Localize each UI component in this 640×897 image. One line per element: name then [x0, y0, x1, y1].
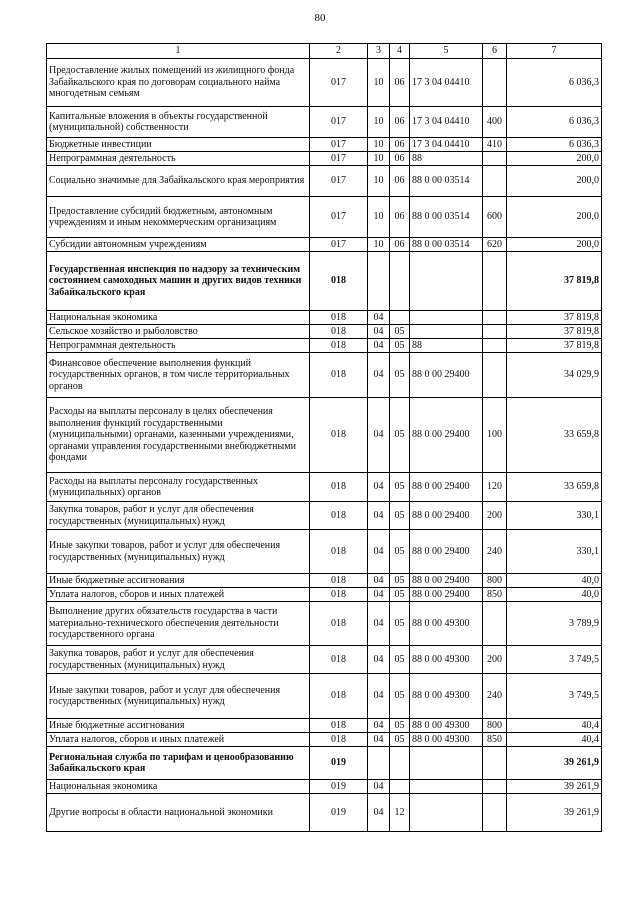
row-target-article-cell: 88 0 00 49300	[410, 674, 483, 719]
row-code-cell: 018	[310, 574, 368, 588]
row-section-cell: 04	[368, 353, 390, 398]
row-amount-cell: 3 789,9	[507, 602, 602, 646]
table-row	[47, 138, 602, 152]
row-subsection-cell: 06	[390, 238, 410, 252]
row-code-cell: 017	[310, 197, 368, 238]
row-section-cell: 10	[368, 166, 390, 197]
row-expense-type-cell: 200	[483, 646, 507, 674]
row-subsection-cell: 05	[390, 398, 410, 473]
row-target-article-cell: 88 0 00 29400	[410, 574, 483, 588]
row-expense-type-cell	[483, 353, 507, 398]
row-name-cell: Другие вопросы в области национальной экономики	[47, 794, 310, 832]
table-row	[47, 588, 602, 602]
row-subsection-cell: 05	[390, 339, 410, 353]
table-row	[47, 107, 602, 138]
row-expense-type-cell	[483, 166, 507, 197]
row-amount-cell: 37 819,8	[507, 252, 602, 311]
row-name-cell: Закупка товаров, работ и услуг для обеспечения государственных (муниципальных) нужд	[47, 502, 310, 530]
row-name-cell: Уплата налогов, сборов и иных платежей	[47, 588, 310, 602]
table-row	[47, 59, 602, 107]
row-name-cell: Предоставление жилых помещений из жилищного фонда Забайкальского края по договорам социального найма многодетным семьям	[47, 59, 310, 107]
row-code-cell: 019	[310, 780, 368, 794]
row-amount-cell: 3 749,5	[507, 674, 602, 719]
row-expense-type-cell: 620	[483, 238, 507, 252]
row-subsection-cell: 05	[390, 530, 410, 574]
row-target-article-cell: 17 3 04 04410	[410, 138, 483, 152]
row-name-cell: Непрограммная деятельность	[47, 339, 310, 353]
row-subsection-cell: 05	[390, 602, 410, 646]
row-amount-cell: 6 036,3	[507, 138, 602, 152]
table-row	[47, 311, 602, 325]
row-target-article-cell: 88 0 00 03514	[410, 197, 483, 238]
table-body	[47, 59, 602, 832]
column-header: 2	[310, 44, 368, 59]
budget-table	[46, 43, 602, 832]
column-header: 6	[483, 44, 507, 59]
row-target-article-cell: 88 0 00 29400	[410, 588, 483, 602]
row-name-cell: Выполнение других обязательств государства в части материально-технического обеспечения деятельности государственного органа	[47, 602, 310, 646]
row-code-cell: 018	[310, 530, 368, 574]
row-code-cell: 017	[310, 152, 368, 166]
row-section-cell: 10	[368, 138, 390, 152]
table-row	[47, 780, 602, 794]
table-row	[47, 502, 602, 530]
row-section-cell: 04	[368, 325, 390, 339]
row-name-cell: Закупка товаров, работ и услуг для обеспечения государственных (муниципальных) нужд	[47, 646, 310, 674]
row-name-cell: Государственная инспекция по надзору за техническим состоянием самоходных машин и других видов техники Забайкальского края	[47, 252, 310, 311]
row-section-cell	[368, 252, 390, 311]
row-code-cell: 018	[310, 646, 368, 674]
row-amount-cell: 330,1	[507, 502, 602, 530]
row-code-cell: 019	[310, 747, 368, 780]
column-header: 7	[507, 44, 602, 59]
row-section-cell: 04	[368, 602, 390, 646]
row-amount-cell: 37 819,8	[507, 325, 602, 339]
table-row	[47, 339, 602, 353]
row-code-cell: 018	[310, 325, 368, 339]
row-code-cell: 017	[310, 138, 368, 152]
row-section-cell: 04	[368, 311, 390, 325]
row-subsection-cell	[390, 311, 410, 325]
row-target-article-cell: 88 0 00 49300	[410, 646, 483, 674]
row-code-cell: 018	[310, 602, 368, 646]
row-expense-type-cell: 850	[483, 733, 507, 747]
row-section-cell: 04	[368, 574, 390, 588]
row-code-cell: 018	[310, 353, 368, 398]
row-target-article-cell: 88 0 00 29400	[410, 353, 483, 398]
row-amount-cell: 200,0	[507, 238, 602, 252]
row-code-cell: 018	[310, 502, 368, 530]
row-name-cell: Иные закупки товаров, работ и услуг для обеспечения государственных (муниципальных) нужд	[47, 530, 310, 574]
row-code-cell: 018	[310, 588, 368, 602]
row-code-cell: 018	[310, 674, 368, 719]
row-name-cell: Бюджетные инвестиции	[47, 138, 310, 152]
row-target-article-cell	[410, 252, 483, 311]
table-row	[47, 794, 602, 832]
row-target-article-cell: 88 0 00 03514	[410, 238, 483, 252]
row-subsection-cell: 05	[390, 674, 410, 719]
row-target-article-cell: 88 0 00 03514	[410, 166, 483, 197]
row-amount-cell: 6 036,3	[507, 59, 602, 107]
row-section-cell: 04	[368, 780, 390, 794]
row-amount-cell: 39 261,9	[507, 794, 602, 832]
row-subsection-cell: 05	[390, 574, 410, 588]
table-row	[47, 646, 602, 674]
row-name-cell: Региональная служба по тарифам и ценообразованию Забайкальского края	[47, 747, 310, 780]
row-amount-cell: 39 261,9	[507, 780, 602, 794]
table-row	[47, 353, 602, 398]
row-section-cell: 04	[368, 398, 390, 473]
row-subsection-cell: 06	[390, 107, 410, 138]
row-expense-type-cell: 600	[483, 197, 507, 238]
row-subsection-cell: 06	[390, 197, 410, 238]
row-code-cell: 018	[310, 719, 368, 733]
row-expense-type-cell: 850	[483, 588, 507, 602]
row-subsection-cell	[390, 780, 410, 794]
row-code-cell: 017	[310, 59, 368, 107]
row-expense-type-cell	[483, 602, 507, 646]
row-expense-type-cell	[483, 339, 507, 353]
column-header: 1	[47, 44, 310, 59]
row-target-article-cell	[410, 325, 483, 339]
row-section-cell: 10	[368, 107, 390, 138]
row-section-cell: 04	[368, 719, 390, 733]
row-expense-type-cell	[483, 152, 507, 166]
table-row	[47, 152, 602, 166]
row-name-cell: Непрограммная деятельность	[47, 152, 310, 166]
row-amount-cell: 200,0	[507, 166, 602, 197]
row-name-cell: Иные бюджетные ассигнования	[47, 719, 310, 733]
table-row	[47, 574, 602, 588]
row-subsection-cell: 05	[390, 473, 410, 502]
row-section-cell: 10	[368, 59, 390, 107]
row-target-article-cell: 88 0 00 29400	[410, 473, 483, 502]
row-target-article-cell: 88 0 00 49300	[410, 733, 483, 747]
row-code-cell: 017	[310, 107, 368, 138]
row-section-cell: 04	[368, 733, 390, 747]
row-section-cell: 10	[368, 152, 390, 166]
row-amount-cell: 3 749,5	[507, 646, 602, 674]
row-subsection-cell: 05	[390, 733, 410, 747]
table-row	[47, 238, 602, 252]
row-expense-type-cell: 410	[483, 138, 507, 152]
row-amount-cell: 200,0	[507, 152, 602, 166]
row-target-article-cell	[410, 311, 483, 325]
row-amount-cell: 330,1	[507, 530, 602, 574]
row-code-cell: 017	[310, 166, 368, 197]
table-row	[47, 602, 602, 646]
row-subsection-cell: 06	[390, 166, 410, 197]
row-section-cell: 10	[368, 197, 390, 238]
row-code-cell: 018	[310, 398, 368, 473]
row-amount-cell: 40,4	[507, 719, 602, 733]
row-name-cell: Финансовое обеспечение выполнения функций государственных органов, в том числе территориальных органов	[47, 353, 310, 398]
table-row	[47, 747, 602, 780]
row-target-article-cell: 88 0 00 49300	[410, 602, 483, 646]
row-expense-type-cell	[483, 794, 507, 832]
row-amount-cell: 200,0	[507, 197, 602, 238]
table-row	[47, 325, 602, 339]
row-name-cell: Расходы на выплаты персоналу в целях обеспечения выполнения функций государственными (муниципальными) органами, казенными учреждениями, органами управления государственными внебюджетными фондами	[47, 398, 310, 473]
row-name-cell: Иные бюджетные ассигнования	[47, 574, 310, 588]
row-section-cell: 04	[368, 339, 390, 353]
row-expense-type-cell: 800	[483, 719, 507, 733]
row-expense-type-cell	[483, 325, 507, 339]
row-amount-cell: 37 819,8	[507, 339, 602, 353]
table-row	[47, 197, 602, 238]
row-section-cell: 04	[368, 502, 390, 530]
row-target-article-cell	[410, 794, 483, 832]
column-header: 3	[368, 44, 390, 59]
row-target-article-cell: 17 3 04 04410	[410, 107, 483, 138]
row-subsection-cell: 06	[390, 152, 410, 166]
row-section-cell	[368, 747, 390, 780]
row-subsection-cell	[390, 747, 410, 780]
row-amount-cell: 40,4	[507, 733, 602, 747]
row-name-cell: Уплата налогов, сборов и иных платежей	[47, 733, 310, 747]
row-subsection-cell: 05	[390, 325, 410, 339]
table-row	[47, 252, 602, 311]
row-subsection-cell: 05	[390, 588, 410, 602]
row-subsection-cell: 06	[390, 138, 410, 152]
row-name-cell: Иные закупки товаров, работ и услуг для обеспечения государственных (муниципальных) нужд	[47, 674, 310, 719]
row-expense-type-cell: 400	[483, 107, 507, 138]
table-row	[47, 473, 602, 502]
row-section-cell: 10	[368, 238, 390, 252]
row-code-cell: 018	[310, 733, 368, 747]
row-amount-cell: 34 029,9	[507, 353, 602, 398]
row-section-cell: 04	[368, 646, 390, 674]
row-name-cell: Расходы на выплаты персоналу государственных (муниципальных) органов	[47, 473, 310, 502]
row-target-article-cell: 88	[410, 339, 483, 353]
row-section-cell: 04	[368, 794, 390, 832]
row-target-article-cell: 88 0 00 29400	[410, 502, 483, 530]
row-expense-type-cell: 240	[483, 530, 507, 574]
row-target-article-cell	[410, 780, 483, 794]
row-expense-type-cell: 120	[483, 473, 507, 502]
table-row	[47, 674, 602, 719]
column-header: 4	[390, 44, 410, 59]
table-row	[47, 398, 602, 473]
row-name-cell: Капитальные вложения в объекты государственной (муниципальной) собственности	[47, 107, 310, 138]
row-expense-type-cell: 800	[483, 574, 507, 588]
row-expense-type-cell	[483, 780, 507, 794]
row-target-article-cell: 88 0 00 29400	[410, 398, 483, 473]
row-amount-cell: 39 261,9	[507, 747, 602, 780]
page-number: 80	[314, 12, 326, 24]
row-name-cell: Социально значимые для Забайкальского края мероприятия	[47, 166, 310, 197]
row-section-cell: 04	[368, 530, 390, 574]
table-row	[47, 719, 602, 733]
row-amount-cell: 33 659,8	[507, 398, 602, 473]
row-amount-cell: 37 819,8	[507, 311, 602, 325]
row-target-article-cell: 88 0 00 29400	[410, 530, 483, 574]
row-code-cell: 018	[310, 473, 368, 502]
row-code-cell: 018	[310, 339, 368, 353]
row-name-cell: Национальная экономика	[47, 780, 310, 794]
row-amount-cell: 40,0	[507, 588, 602, 602]
row-expense-type-cell	[483, 747, 507, 780]
row-expense-type-cell	[483, 252, 507, 311]
row-subsection-cell	[390, 252, 410, 311]
row-section-cell: 04	[368, 674, 390, 719]
row-expense-type-cell	[483, 311, 507, 325]
row-expense-type-cell: 100	[483, 398, 507, 473]
row-name-cell: Субсидии автономным учреждениям	[47, 238, 310, 252]
row-subsection-cell: 05	[390, 502, 410, 530]
table-row	[47, 733, 602, 747]
row-expense-type-cell	[483, 59, 507, 107]
row-subsection-cell: 05	[390, 719, 410, 733]
row-target-article-cell	[410, 747, 483, 780]
row-code-cell: 018	[310, 311, 368, 325]
row-subsection-cell: 05	[390, 646, 410, 674]
row-target-article-cell: 88 0 00 49300	[410, 719, 483, 733]
row-amount-cell: 40,0	[507, 574, 602, 588]
row-subsection-cell: 12	[390, 794, 410, 832]
row-name-cell: Предоставление субсидий бюджетным, автономным учреждениям и иным некоммерческим организациям	[47, 197, 310, 238]
row-subsection-cell: 06	[390, 59, 410, 107]
row-name-cell: Национальная экономика	[47, 311, 310, 325]
row-section-cell: 04	[368, 473, 390, 502]
row-amount-cell: 6 036,3	[507, 107, 602, 138]
row-target-article-cell: 17 3 04 04410	[410, 59, 483, 107]
row-amount-cell: 33 659,8	[507, 473, 602, 502]
table-row	[47, 166, 602, 197]
column-header: 5	[410, 44, 483, 59]
row-subsection-cell: 05	[390, 353, 410, 398]
table-header-row	[47, 44, 602, 59]
row-code-cell: 017	[310, 238, 368, 252]
table-row	[47, 530, 602, 574]
row-name-cell: Сельское хозяйство и рыболовство	[47, 325, 310, 339]
row-section-cell: 04	[368, 588, 390, 602]
row-expense-type-cell: 200	[483, 502, 507, 530]
row-code-cell: 019	[310, 794, 368, 832]
row-target-article-cell: 88	[410, 152, 483, 166]
row-code-cell: 018	[310, 252, 368, 311]
row-expense-type-cell: 240	[483, 674, 507, 719]
